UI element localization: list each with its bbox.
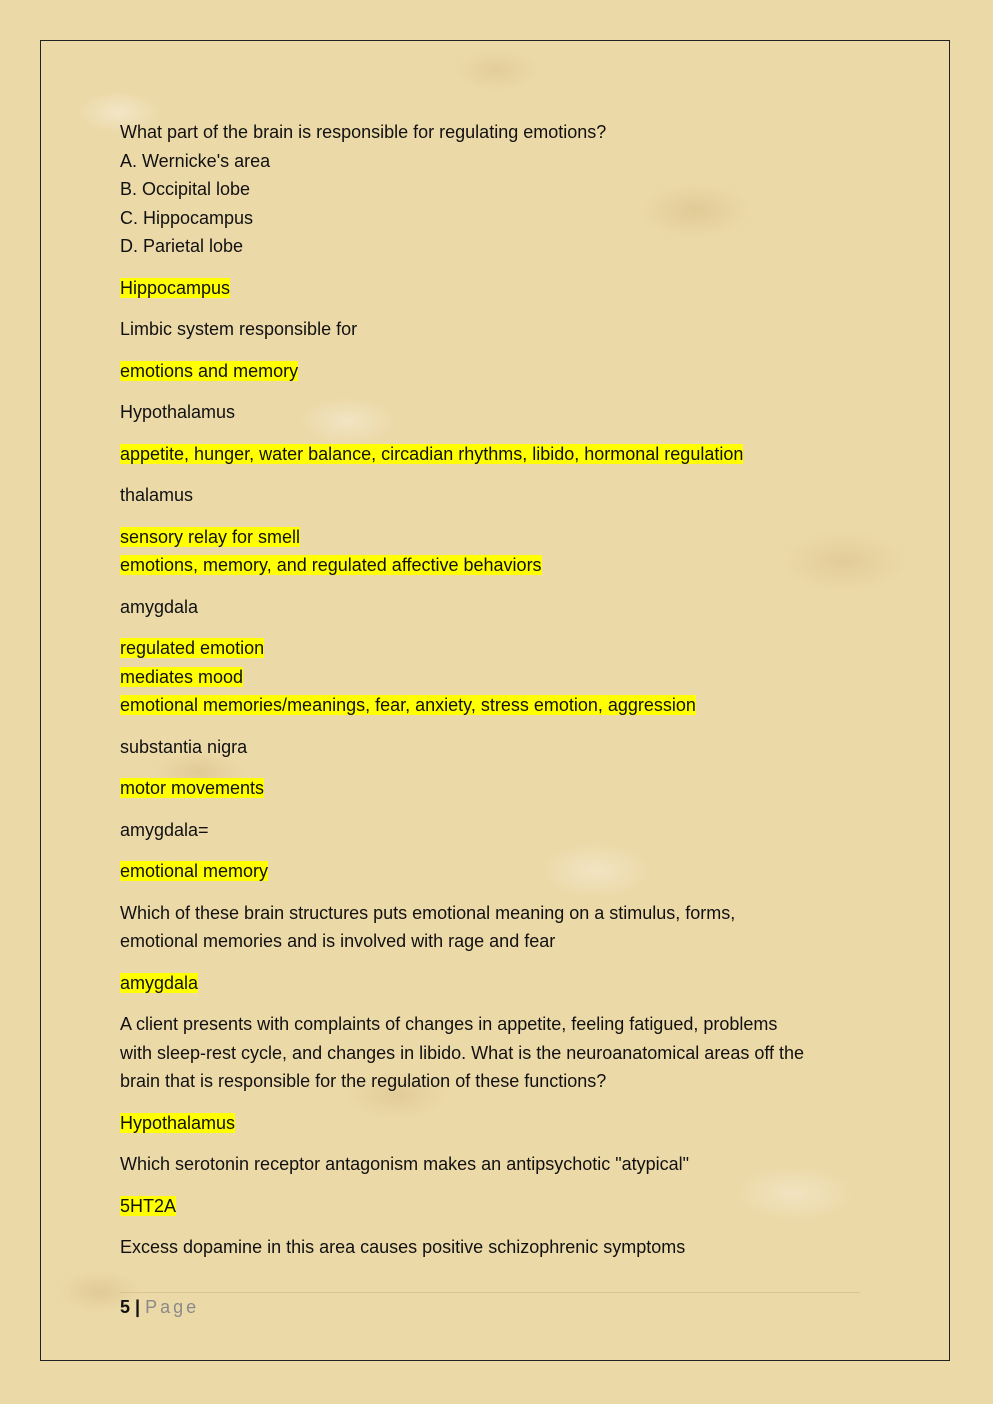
question-4-prompt: Which serotonin receptor antagonism makes an antipsychotic "atypical" <box>120 1154 690 1174</box>
question-2-line-2: emotional memories and is involved with rage and fear <box>120 931 556 951</box>
footer-divider <box>120 1292 860 1293</box>
question-1-answer: Hippocampus <box>120 277 231 298</box>
hypothalamus-answer: appetite, hunger, water balance, circadian rhythms, libido, hormonal regulation <box>120 443 744 464</box>
hypothalamus-answer-block <box>120 440 865 469</box>
question-4-answer-block <box>120 1192 865 1221</box>
substantia-nigra-answer: motor movements <box>120 778 265 798</box>
question-2-answer: amygdala <box>120 972 199 993</box>
thalamus-term: thalamus <box>120 485 194 505</box>
thalamus-answer-2: emotions, memory, and regulated affective behaviors <box>120 555 542 575</box>
document-body <box>120 118 865 1262</box>
question-3-line-1: A client presents with complaints of changes in appetite, feeling fatigued, problems <box>120 1014 778 1034</box>
question-2 <box>120 899 865 956</box>
thalamus-answer-1: sensory relay for smell <box>120 526 301 547</box>
question-1-answer-block <box>120 274 865 303</box>
limbic-term: Limbic system responsible for <box>120 319 358 339</box>
question-1-option-a: A. Wernicke's area <box>120 150 271 171</box>
amygdala-answer-2: mediates mood <box>120 666 244 687</box>
question-1-option-b: B. Occipital lobe <box>120 179 251 199</box>
amygdala-answer-block <box>120 634 865 720</box>
limbic-answer-block <box>120 357 865 386</box>
page-number: 5 <box>120 1297 131 1317</box>
question-2-line-1: Which of these brain structures puts emotional meaning on a stimulus, forms, <box>120 902 736 923</box>
question-4-answer: 5HT2A <box>120 1195 177 1216</box>
limbic-answer: emotions and memory <box>120 360 299 381</box>
hypothalamus-term: Hypothalamus <box>120 402 236 422</box>
page-label: Page <box>145 1297 200 1317</box>
thalamus-answer-block <box>120 523 865 580</box>
question-1-prompt: What part of the brain is responsible for regulating emotions? <box>120 122 607 142</box>
question-2-answer-block <box>120 969 865 998</box>
question-5-prompt: Excess dopamine in this area causes positive schizophrenic symptoms <box>120 1237 686 1257</box>
page-footer <box>120 1292 860 1322</box>
amygdala-eq-answer: emotional memory <box>120 861 269 881</box>
question-3-line-3: brain that is responsible for the regulation of these functions? <box>120 1071 607 1091</box>
amygdala-answer-3: emotional memories/meanings, fear, anxiety, stress emotion, aggression <box>120 695 696 715</box>
question-1-option-d: D. Parietal lobe <box>120 236 244 256</box>
question-3-answer: Hypothalamus <box>120 1112 236 1133</box>
page-separator: | <box>135 1297 141 1317</box>
amygdala-eq-answer-block <box>120 857 865 886</box>
question-3 <box>120 1010 865 1096</box>
question-1 <box>120 118 865 261</box>
amygdala-eq-term: amygdala= <box>120 819 209 840</box>
question-1-option-c: C. Hippocampus <box>120 207 254 228</box>
amygdala-answer-1: regulated emotion <box>120 638 265 658</box>
question-3-line-2: with sleep-rest cycle, and changes in libido. What is the neuroanatomical areas off the <box>120 1042 805 1063</box>
amygdala-term: amygdala <box>120 596 199 617</box>
substantia-nigra-answer-block <box>120 774 865 803</box>
question-3-answer-block <box>120 1109 865 1138</box>
substantia-nigra-term: substantia nigra <box>120 736 248 757</box>
